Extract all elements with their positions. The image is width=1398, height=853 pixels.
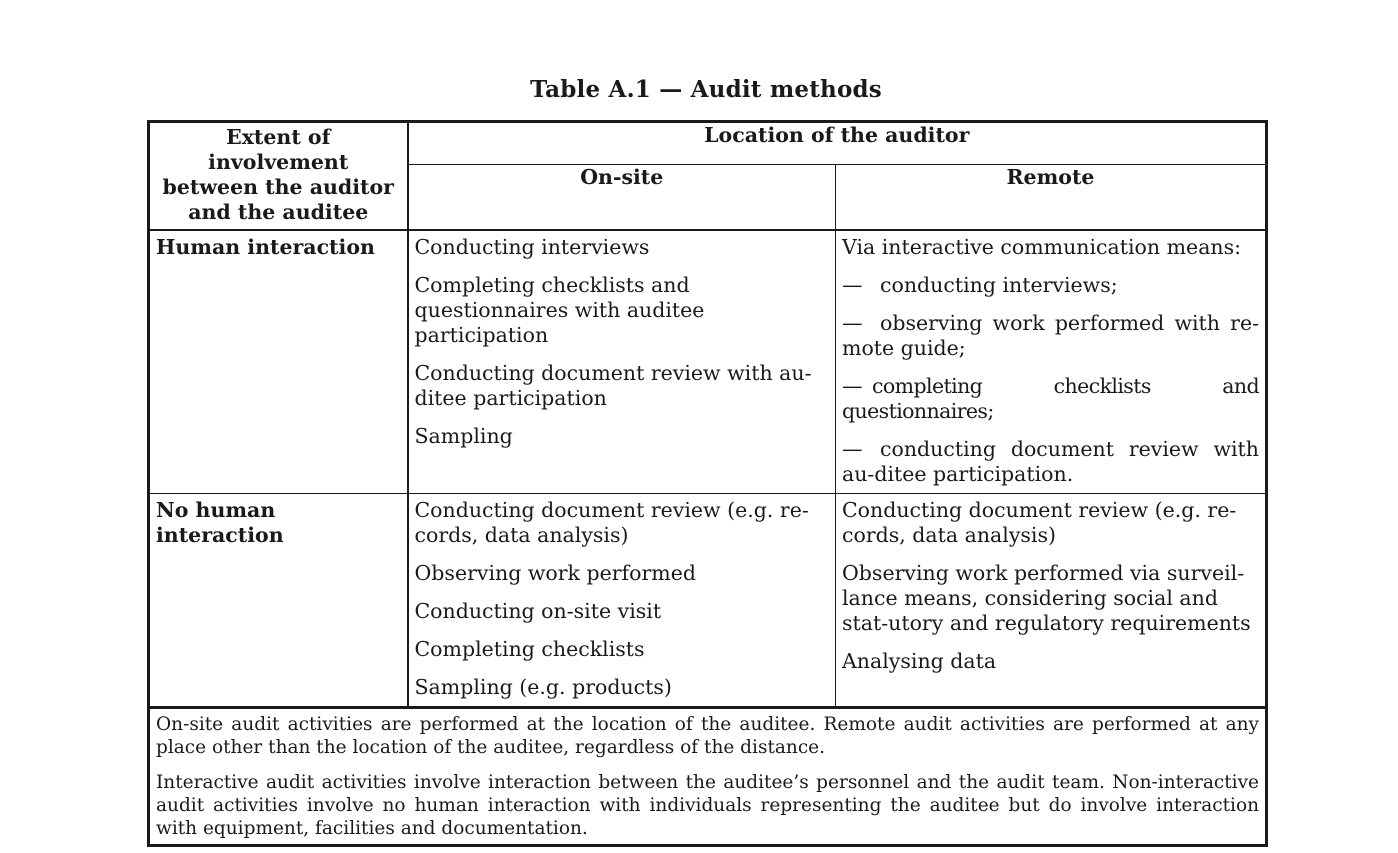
list-item: Conducting on-site visit (414, 599, 662, 623)
list-item: Conducting interviews (414, 235, 650, 259)
dash-bullet: — (842, 374, 862, 398)
header-onsite: On-site (408, 164, 836, 230)
audit-methods-table (147, 120, 1268, 847)
list-item: Sampling (e.g. products) (414, 675, 672, 699)
list-item-text: conducting document review with au-ditee participation. (842, 437, 1260, 486)
list-item: Conducting document review (e.g. re-cords, data analysis) (414, 498, 809, 547)
header-remote: Remote (836, 164, 1267, 230)
row-label-human-interaction: Human interaction (149, 230, 408, 494)
header-extent-of-involvement: Extent of involvement between the auditor and the auditee (149, 122, 408, 231)
header-location-of-auditor: Location of the auditor (408, 122, 1267, 165)
list-item-text: completing checklists and questionnaires; (842, 374, 1260, 423)
dash-bullet: — (842, 273, 863, 297)
list-item-text: conducting interviews; (880, 273, 1118, 297)
audit-methods-table-container (147, 120, 1265, 847)
list-item (842, 374, 1259, 424)
dash-bullet: — (842, 437, 863, 461)
remote-intro: Via interactive communication means: (842, 235, 1242, 259)
cell-human-remote (836, 230, 1267, 494)
list-item: Sampling (414, 424, 513, 448)
table-caption: Table A.1 — Audit methods (530, 76, 882, 103)
dash-bullet: — (842, 311, 863, 335)
list-item-text: observing work performed with re-mote guide; (842, 311, 1260, 360)
note-paragraph: Interactive audit activities involve interaction between the auditee’s personnel and the audit team. Non-interactive audit activities involve no human interaction with individuals representing the auditee but do involve interaction with equipment, facilities and documentation. (156, 772, 1260, 839)
list-item (842, 273, 1259, 298)
list-item (842, 311, 1259, 361)
cell-nohuman-remote (836, 494, 1267, 708)
list-item: Completing checklists (414, 637, 645, 661)
list-item: Observing work performed (414, 561, 696, 585)
cell-human-onsite (408, 230, 836, 494)
row-label-no-human-interaction: No human interaction (149, 494, 408, 708)
list-item: Conducting document review (e.g. re-cords, data analysis) (842, 498, 1237, 547)
list-item: Conducting document review with au-ditee participation (414, 361, 812, 410)
list-item: Analysing data (842, 649, 997, 673)
list-item (842, 437, 1259, 487)
list-item: Observing work performed via surveil-lance means, considering social and stat-utory and regulatory requirements (842, 561, 1251, 635)
list-item: Completing checklists and questionnaires with auditee participation (414, 273, 705, 347)
note-paragraph: On-site audit activities are performed at the location of the auditee. Remote audit activities are performed at any place other than the location of the auditee, regardless of the distance. (156, 714, 1260, 758)
cell-nohuman-onsite (408, 494, 836, 708)
table-notes (149, 708, 1267, 846)
